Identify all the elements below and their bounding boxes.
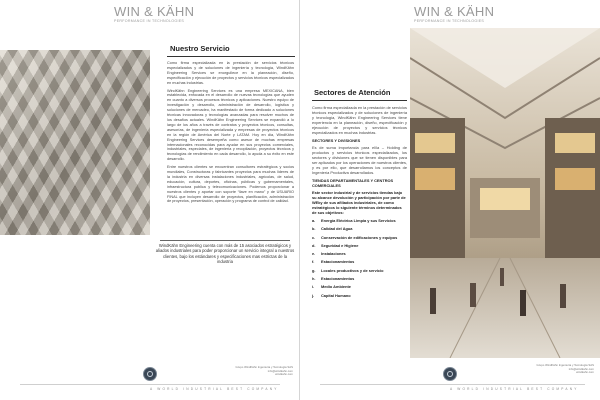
section-title-sectors: Sectores de Atención — [314, 88, 391, 97]
contact-web: windkahn.com — [275, 372, 293, 377]
footer-slogan: A WORLD INDUSTRIAL BEST COMPANY — [450, 387, 579, 391]
service-quote: WindKähn Engineering cuenta con más de 15 asociados estratégicos y aliados industriales para poder proporcionar un servicio integral a nuestros clientes, bajo los estándares y especificaciones mas estrictas de la industria — [155, 243, 295, 265]
brand-logo — [114, 5, 194, 23]
service-paragraph: WindKähn Engineering Services es una empresa MEXICANA, bien establecida, enfocada en el desarrollo de nuevas tecnologías que ayuden en cuanto a diversos procesos técnicos y aplicaciones. Nuestro equipo de investigación y desarrollo, administración de desarrollo, logística y soluciones de mercadeo, ha manifestado de forma dedicado a soluciones técnicas innovadoras y tecnologías avanzadas para resolver muchos de los desafíos actuales. WindKähn Engineering Services se expandió a lo largo de los años a través de contratos y proyectos técnicos, consultas, asesorías, de ingeniería especializada y empresas de proyectos técnicos en la región de América del Norte y LATAM. Hoy en día, WindKähn Engineering Services desempeña como asesor de muchas empresas internacionales reconocidas para ayudar en sus proyectos comerciales, industriales, especiales, de ingeniería y recopilación, proyectos técnicos y tecnologías de rendimiento en cada desarrollo, lo ayuda a su éxito en este desarrollo. — [167, 88, 294, 162]
contact-block — [534, 364, 594, 375]
company-seal-icon — [143, 367, 157, 381]
brand-tagline: PERFORMANCE IN TECHNOLOGIES — [414, 19, 485, 23]
mall-illustration — [410, 28, 600, 358]
list-item: j. Capital Humano — [312, 292, 351, 298]
shopping-mall-photo — [410, 28, 600, 358]
footer-slogan: A WORLD INDUSTRIAL BEST COMPANY — [150, 387, 279, 391]
contact-email: info@windkahn.com — [267, 368, 293, 373]
service-paragraph: Como firma especializada en la prestación de servicios técnicos especializados y de soluciones de ingeniería y tecnología, WindKähn Engineering Services se enorgullece en la planeación, diseño, especificación y ejecución de proyectos y servicios técnicos especializados en muchas industrias. — [167, 61, 294, 85]
brand-logo — [414, 5, 494, 23]
section-title-service: Nuestro Servicio — [170, 44, 230, 53]
list-item: e. Instalaciones — [312, 251, 346, 257]
list-item: h. Estacionamientos — [312, 276, 355, 282]
list-item: g. Locales productivos y de servicio — [312, 267, 384, 273]
list-item: f. Estacionamientos — [312, 259, 355, 265]
brand-name: WIN & KÄHN — [114, 4, 195, 19]
sectors-heading: SECTORES Y DIVISIONES — [312, 138, 361, 143]
contact-block — [233, 366, 293, 377]
list-item: a. Energía Eléctrica Limpia y sus Servicios — [312, 218, 396, 223]
brand-name: WIN & KÄHN — [414, 4, 495, 19]
sectors-heading: TIENDAS DEPARTAMENTALES Y CENTROS COMERCIALES — [312, 178, 394, 188]
sectors-intro: Como firma especializada en la prestación de servicios técnicos especializados y de soluciones de ingeniería y tecnología, WindKähn Engineering Services tiene experiencia en la planeación, diseño, especificación y ejecución de proyectos y servicios técnicos especializados en muchas industrias. — [312, 105, 407, 135]
footer-rule — [20, 384, 280, 385]
service-paragraph: Entre nuestros clientes se encuentran consultores estratégicos y socios mundiales, Constructoras y fabricantes proyectos para muchas líderes de la industria en diversas instalaciones industriales, agrícolas, de salud, educación, cultura, deportes, oficinas, públicas y gubernamentales, infraestructura publica y telecomunicaciones. Podemos proporcionar a nuestros clientes y aportar con soporte “llave en mano” y de USUARIO FINAL que incluyen desarrollo de proyectos, planificación, administración de proyectos, presentación, operación y programa de control de calidad. — [167, 165, 294, 204]
list-item: c. Conservación de edificaciones y equipos — [312, 234, 398, 240]
sectors-body: Es de suma importancia para el/la – Holding de productos y servicios técnicos especializados, los sectores y divisiones que se tienen disponibles para ser aplicados por los operaciones de nuestros clientes, y es por ello, que desarrollamos los conceptos de Ingeniería Productiva desarrollados. — [312, 145, 407, 175]
sectors-list — [312, 217, 407, 300]
list-item: d. Seguridad e Higiene — [312, 242, 359, 248]
brand-tagline: PERFORMANCE IN TECHNOLOGIES — [114, 19, 185, 23]
contact-email: info@windkahn.com — [568, 366, 594, 371]
sectors-text — [312, 105, 407, 300]
contact-company: Grupo WindKähn Ingeniería y Tecnología SAS — [536, 363, 594, 367]
title-rule — [167, 56, 295, 57]
pleated-panel-photo — [0, 50, 150, 235]
quote-rule — [160, 240, 290, 241]
contact-web: windkahn.com — [576, 370, 594, 375]
list-item: i. Medio Ambiente — [312, 284, 351, 290]
contact-company: Grupo WindKähn Ingeniería y Tecnología SAS — [235, 365, 293, 369]
list-item: b. Calidad del Agua — [312, 226, 353, 232]
title-rule — [312, 100, 407, 101]
footer-rule — [320, 384, 585, 385]
service-text — [167, 61, 294, 207]
company-seal-icon — [443, 367, 457, 381]
sectors-body-bold: Este sector industrial y de servicios tiendas bajo su alcance devolución y participación por parte de WEky de sus afiliados industriales, de como estratégicos lo siguiente términos determinados de sus objetivos: — [312, 190, 406, 215]
